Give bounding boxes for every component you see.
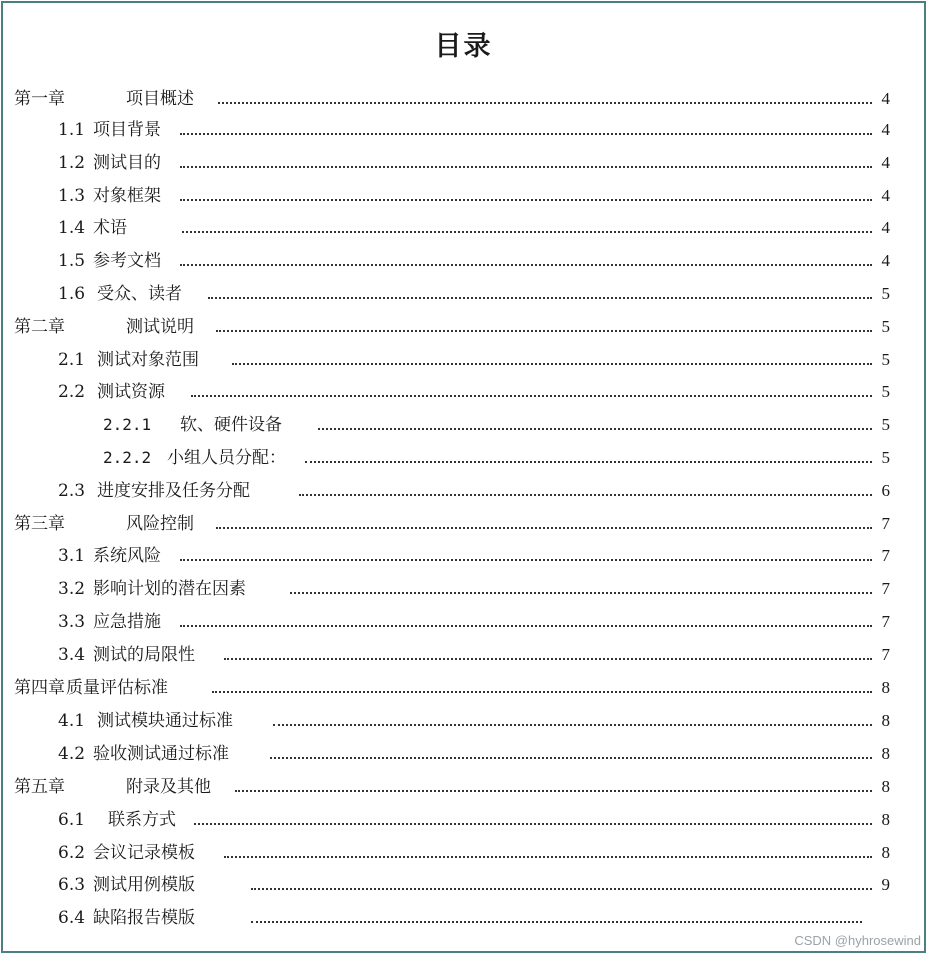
toc-dot-leader [290, 592, 872, 594]
toc-entry [0, 377, 927, 407]
toc-dot-leader [318, 428, 872, 430]
toc-entry-page: 5 [881, 284, 890, 303]
toc-entry [0, 509, 927, 539]
toc-entry-label: 风险控制 [126, 509, 196, 539]
toc-entry-page: 4 [881, 218, 890, 237]
toc-dot-leader [224, 658, 872, 660]
toc-entry-label: 项目概述 [126, 84, 196, 114]
toc-entry-number: 1.2 [58, 148, 87, 178]
toc-entry-label: 测试用例模版 [93, 870, 197, 900]
toc-dot-leader [235, 790, 872, 792]
toc-dot-leader [232, 363, 872, 365]
toc-dot-leader [212, 691, 872, 693]
toc-entry-number: 6.4 [58, 903, 87, 933]
toc-entry [0, 476, 927, 506]
toc-entry-number: 2.3 [58, 476, 87, 506]
toc-entry-label: 附录及其他 [126, 772, 213, 802]
toc-entry-number: 6.2 [58, 838, 87, 868]
toc-entry-label: 进度安排及任务分配 [97, 476, 252, 506]
toc-entry-number: 第一章 [14, 84, 67, 114]
toc-dot-leader [216, 527, 872, 529]
toc-entry-page: 4 [881, 186, 890, 205]
toc-entry-page: 8 [881, 744, 890, 763]
toc-entry [0, 673, 927, 703]
toc-entry-number: 4.2 [58, 739, 87, 769]
toc-entry [0, 903, 927, 933]
toc-entry [0, 115, 927, 145]
toc-entry [0, 805, 927, 835]
toc-entry-number: 第二章 [14, 312, 67, 342]
toc-entry-number: 3.2 [58, 574, 87, 604]
toc-entry [0, 640, 927, 670]
toc-dot-leader [180, 166, 872, 168]
toc-entry-number: 1.5 [58, 246, 87, 276]
toc-entry-page: 5 [881, 415, 890, 434]
toc-entry [0, 772, 927, 802]
toc-entry [0, 410, 927, 440]
toc-dot-leader [208, 297, 872, 299]
toc-entry-number: 3.1 [58, 541, 87, 571]
toc-entry-number: 1.4 [58, 213, 87, 243]
toc-entry-number: 第五章 [14, 772, 67, 802]
toc-entry-label: 联系方式 [108, 805, 178, 835]
toc-dot-leader [251, 888, 872, 890]
toc-entry-page: 5 [881, 350, 890, 369]
toc-entry [0, 246, 927, 276]
toc-dot-leader [273, 724, 872, 726]
toc-entry-label: 测试说明 [126, 312, 196, 342]
toc-dot-leader [270, 757, 872, 759]
toc-entry-page: 5 [881, 317, 890, 336]
toc-entry-label: 应急措施 [93, 607, 163, 637]
toc-entry [0, 84, 927, 114]
toc-entry-page: 4 [881, 89, 890, 108]
toc-entry [0, 279, 927, 309]
toc-entry-page: 6 [881, 481, 890, 500]
toc-entry-label: 缺陷报告模版 [93, 903, 197, 933]
toc-dot-leader [218, 102, 872, 104]
toc-entry-page: 8 [881, 711, 890, 730]
toc-dot-leader [216, 330, 872, 332]
toc-entry [0, 574, 927, 604]
toc-entry-page: 4 [881, 153, 890, 172]
toc-dot-leader [180, 133, 872, 135]
toc-dot-leader [180, 625, 872, 627]
toc-dot-leader [191, 395, 872, 397]
toc-entry-page: 8 [881, 777, 890, 796]
toc-entry-number: 4.1 [58, 706, 87, 736]
toc-entry-page: 7 [881, 546, 890, 565]
toc-entry-number: 第三章 [14, 509, 67, 539]
toc-dot-leader [194, 823, 872, 825]
toc-entry [0, 312, 927, 342]
toc-entry-label: 会议记录模板 [93, 838, 197, 868]
toc-entry-number: 2.2.1 [103, 410, 153, 440]
toc-entry-label: 质量评估标准 [66, 673, 170, 703]
toc-entry-label: 测试对象范围 [97, 345, 201, 375]
toc-entry-label: 项目背景 [93, 115, 163, 145]
toc-entry [0, 706, 927, 736]
toc-entry-number: 2.1 [58, 345, 87, 375]
toc-entry-page: 5 [881, 382, 890, 401]
toc-entry-label: 术语 [93, 213, 129, 243]
toc-entry [0, 345, 927, 375]
toc-entry-number: 1.1 [58, 115, 87, 145]
toc-entry-number: 1.3 [58, 181, 87, 211]
toc-entry-label: 系统风险 [93, 541, 163, 571]
toc-dot-leader [182, 231, 872, 233]
toc-entry-number: 3.3 [58, 607, 87, 637]
toc-dot-leader [305, 461, 872, 463]
toc-entry-page: 7 [881, 579, 890, 598]
toc-dot-leader [180, 559, 872, 561]
toc-entry-number: 6.3 [58, 870, 87, 900]
toc-entry [0, 443, 927, 473]
toc-entry [0, 148, 927, 178]
toc-entry-label: 小组人员分配： [167, 443, 288, 473]
toc-dot-leader [180, 199, 872, 201]
toc-entry-label: 参考文档 [93, 246, 163, 276]
toc-entry-number: 6.1 [58, 805, 87, 835]
toc-entry [0, 181, 927, 211]
toc-entry-label: 测试的局限性 [93, 640, 197, 670]
toc-entry-number: 1.6 [58, 279, 87, 309]
toc-dot-leader [224, 856, 872, 858]
toc-entry-page: 4 [881, 251, 890, 270]
toc-entry-number: 3.4 [58, 640, 87, 670]
toc-entry-label: 测试模块通过标准 [97, 706, 235, 736]
toc-entry-label: 对象框架 [93, 181, 163, 211]
toc-dot-leader [180, 264, 872, 266]
toc-entry-label: 测试目的 [93, 148, 163, 178]
toc-entry [0, 541, 927, 571]
toc-entry-number: 2.2 [58, 377, 87, 407]
toc-entry [0, 213, 927, 243]
toc-entry-number: 2.2.2 [103, 443, 153, 473]
toc-entry [0, 838, 927, 868]
toc-entry-label: 受众、读者 [97, 279, 184, 309]
toc-entry [0, 870, 927, 900]
toc-entry-label: 软、硬件设备 [180, 410, 284, 440]
toc-entry-page: 7 [881, 645, 890, 664]
toc-entry-page: 8 [881, 678, 890, 697]
toc-entry-page: 8 [881, 843, 890, 862]
toc-dot-leader [251, 921, 862, 923]
toc-entry-page: 9 [881, 875, 890, 894]
toc-entry-page: 5 [881, 448, 890, 467]
toc-entry-page: 4 [881, 120, 890, 139]
toc-entry [0, 607, 927, 637]
watermark: CSDN @hyhrosewind [794, 933, 921, 948]
toc-entry-number: 第四章 [14, 673, 67, 703]
toc-entry-page: 7 [881, 612, 890, 631]
toc-dot-leader [299, 494, 872, 496]
toc-entry-label: 验收测试通过标准 [93, 739, 231, 769]
toc-entry-label: 测试资源 [97, 377, 167, 407]
page-title: 目录 [434, 31, 493, 62]
toc-entry-page: 7 [881, 514, 890, 533]
toc-entry-label: 影响计划的潜在因素 [93, 574, 248, 604]
toc-entry [0, 739, 927, 769]
toc-entry-page: 8 [881, 810, 890, 829]
